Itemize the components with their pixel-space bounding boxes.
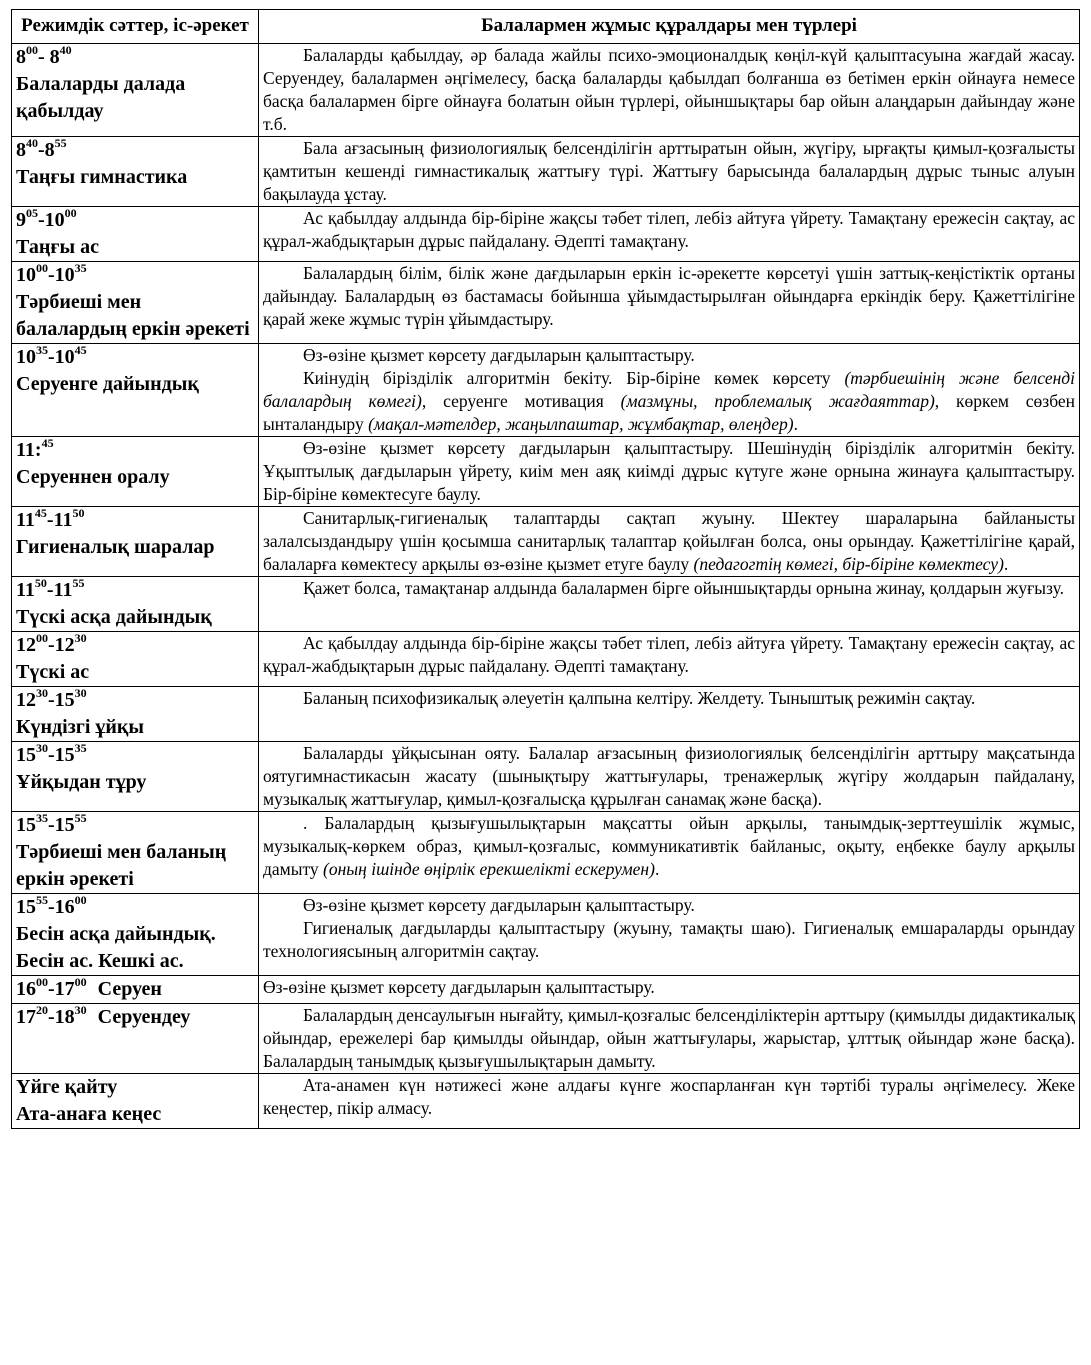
text-run: Баланың психофизикалық әлеуетін қалпына келтіру. Желдету. Тыныштық режимін сақтау. <box>303 688 976 708</box>
description-paragraph <box>263 917 1075 963</box>
description-paragraph <box>263 742 1075 811</box>
time-minutes: 35 <box>36 343 48 358</box>
italic-note: (оның ішінде өңірлік ерекшелікті ескерумен) <box>323 859 655 879</box>
time-range <box>16 975 87 1000</box>
text-run: Гигиеналық дағдыларды қалыптастыру (жуыну, тамақты шаю). Гигиеналық емшараларды орындау технологиясының алгоритмін сақтау. <box>263 918 1075 961</box>
text-run: Балаларды қабылдау, әр балада жайлы психо-эмоционалдық көңіл-күй қалыптасуына жағдай жасау. Серуендеу, балалармен әңгімелесу, басқа балаларды қабылдап болғанша өз бетімен еркін ойнауға немесе басқа балалармен бірге ойнауға болатын ойын түрлері, ойыншықтары бар ойын алаңдарын дайындау және т.б. <box>263 45 1075 134</box>
table-header-row <box>12 10 1080 44</box>
table-row <box>12 812 1080 894</box>
table-row <box>12 1004 1080 1074</box>
time-hours: 15 <box>16 744 36 766</box>
description-cell <box>259 1004 1080 1074</box>
table-row <box>12 577 1080 632</box>
table-row <box>12 344 1080 437</box>
regime-label: Таңғы гимнастика <box>16 166 188 188</box>
time-hours: 12 <box>54 634 75 656</box>
time-hours: 10 <box>44 209 65 231</box>
table-row <box>12 976 1080 1004</box>
description-cell <box>259 812 1080 894</box>
time-range <box>16 632 254 659</box>
regime-label: Серуеннен оралу <box>16 466 170 488</box>
description-cell <box>259 976 1080 1004</box>
text-run: Санитарлық-гигиеналық талаптарды сақтап жуыну. Шектеу шараларына байланысты залалсыздандыру үшін қосымша санитарлық талаптар қойылған болса, оны орындау. Қажеттілігіне қарай, балаларға көмектесу арқылы өз-өзіне қызмет етуге баулу <box>263 508 1075 574</box>
time-separator: - <box>46 579 54 601</box>
table-row <box>12 894 1080 976</box>
description-paragraph <box>263 894 1075 917</box>
time-hours: 8 <box>16 46 26 68</box>
regime-cell <box>12 262 259 344</box>
description-cell <box>259 507 1080 577</box>
text-run: Балалардың денсаулығын нығайту, қимыл-қозғалыс белсенділіктерін арттыру (қимылды дидактикалық ойындар, ережелері бар қимылды ойындар, ойын жаттығулары, жарыстар, ұлттық ойындар және басқа). Балалардың танымдық қызығушылықтарын дамыту. <box>263 1005 1075 1071</box>
description-paragraph <box>263 632 1075 678</box>
time-hours: 15 <box>16 896 36 918</box>
description-paragraph <box>263 344 1075 367</box>
time-hours: 15 <box>16 814 36 836</box>
time-separator: - <box>48 346 55 368</box>
text-run: . <box>793 414 798 434</box>
regime-cell <box>12 577 259 632</box>
time-minutes: 55 <box>54 136 67 151</box>
regime-label: Тәрбиеші мен баланың еркін әрекеті <box>16 841 227 890</box>
time-hours: 10 <box>54 346 75 368</box>
text-run: . <box>654 859 660 879</box>
table-row <box>12 437 1080 507</box>
regime-cell <box>12 687 259 742</box>
time-hours: 10 <box>54 264 75 286</box>
time-minutes: 30 <box>36 741 48 756</box>
regime-label: Ата-анаға кеңес <box>16 1103 162 1125</box>
time-hours: 15 <box>54 744 75 766</box>
text-run: Қажет болса, тамақтанар алдында балалармен бірге ойыншықтарды орнына жинау, қолдарын жуғызу. <box>303 578 1064 598</box>
time-separator: - <box>48 744 55 766</box>
description-cell <box>259 577 1080 632</box>
description-cell <box>259 207 1080 262</box>
time-separator: - <box>48 1006 55 1028</box>
time-hours: 16 <box>54 896 75 918</box>
regime-label: Түскі асқа дайындық <box>16 606 212 628</box>
text-run: Ас қабылдау алдында бір-біріне жақсы тәбет тілеп, лебіз айтуға үйрету. Тамақтану ережесін сақтау, ас құрал-жабдықтарын дұрыс пайдалану. Әдепті тамақтану. <box>263 633 1075 676</box>
text-run: . Балалардың қызығушылықтарын мақсатты ойын арқылы, танымдық-зерттеушілік жұмыс, музыкалық-көркем образ, қимыл-қозғалыс, коммуникативтік байланыс, оқыту, еңбекке баулу арқылы дамыту <box>263 813 1075 879</box>
description-cell <box>259 437 1080 507</box>
time-range <box>16 894 254 921</box>
text-run: Балаларды ұйқысынан ояту. Балалар ағзасының физиологиялық белсенділігін арттыру мақсатында оятугимнастикасын жасату (шынықтыру жаттығулары, тренажерлық жүгіру жолдарын пайдалану, музыкалық жаттығулар, қимыл-қозғалысқа құрылған санамақ және басқа). <box>263 743 1075 809</box>
table-row <box>12 632 1080 687</box>
time-minutes: 35 <box>74 261 87 276</box>
regime-cell <box>12 894 259 976</box>
time-minutes: 40 <box>59 43 72 58</box>
time-minutes: 45 <box>74 343 87 358</box>
regime-cell <box>12 437 259 507</box>
text-run: . <box>1003 554 1009 574</box>
schedule-table <box>11 9 1080 1129</box>
time-hours: 15 <box>54 814 75 836</box>
time-range <box>16 437 254 464</box>
schedule-body <box>12 44 1080 1129</box>
table-row <box>12 44 1080 137</box>
time-minutes: 55 <box>72 576 85 591</box>
table-row <box>12 1074 1080 1129</box>
time-hours: 11 <box>53 579 73 601</box>
regime-label: Балаларды далада қабылдау <box>16 73 186 122</box>
regime-cell <box>12 812 259 894</box>
time-hours: 12 <box>16 689 36 711</box>
regime-cell <box>12 137 259 207</box>
time-range <box>16 262 254 289</box>
regime-label: Ұйқыдан тұру <box>16 771 147 793</box>
regime-label: Бесін асқа дайындық. Бесін ас. Кешкі ас. <box>16 923 216 972</box>
time-minutes: 50 <box>72 506 85 521</box>
regime-cell <box>12 207 259 262</box>
text-run: , серуенге мотивация <box>421 391 621 411</box>
italic-note: (мазмұны, проблемалық жағдаяттар) <box>620 391 935 411</box>
time-hours: 11 <box>53 509 73 531</box>
time-minutes: 00 <box>36 261 48 276</box>
time-minutes: 50 <box>34 576 47 591</box>
description-cell <box>259 344 1080 437</box>
header-col-regime: Режимдік сәттер, іс-әрекет <box>12 10 259 44</box>
time-range <box>16 742 254 769</box>
regime-label: Үйге қайту <box>16 1076 118 1098</box>
table-row <box>12 507 1080 577</box>
description-cell <box>259 632 1080 687</box>
time-minutes: 30 <box>36 686 48 701</box>
time-minutes: 45 <box>41 436 54 451</box>
table-row <box>12 262 1080 344</box>
time-separator: - <box>48 634 55 656</box>
time-minutes: 55 <box>36 893 48 908</box>
time-minutes: 55 <box>74 811 87 826</box>
time-minutes: 00 <box>74 975 87 990</box>
time-minutes: 45 <box>34 506 47 521</box>
time-hours: 12 <box>16 634 36 656</box>
time-separator: - <box>48 814 55 836</box>
table-row <box>12 207 1080 262</box>
time-minutes: 35 <box>74 741 87 756</box>
time-range <box>16 344 254 371</box>
regime-label: Гигиеналық шаралар <box>16 536 215 558</box>
time-hours: 11: <box>16 439 42 461</box>
description-cell <box>259 1074 1080 1129</box>
description-paragraph <box>263 976 1075 999</box>
time-minutes: 40 <box>26 136 38 151</box>
text-run: Балалардың білім, білік және дағдыларын еркін іс-әрекетте көрсетуі үшін заттық-кеңістіктік ортаны дайындау. Балалардың өз бастамасы бойынша ұйымдастырылған ойындарға еркіндік беру. Қажеттілігіне қарай жеке жұмыс түрін ұйымдастыру. <box>263 263 1075 329</box>
time-hours: 16 <box>16 978 36 1000</box>
time-separator: - <box>38 209 45 231</box>
time-hours: 9 <box>16 209 26 231</box>
regime-label: Серуенге дайындық <box>16 373 199 395</box>
regime-label: Түскі ас <box>16 661 90 683</box>
regime-label: Таңғы ас <box>16 236 99 258</box>
time-range <box>16 44 254 71</box>
time-minutes: 00 <box>26 43 38 58</box>
table-row <box>12 687 1080 742</box>
regime-cell <box>12 632 259 687</box>
time-minutes: 00 <box>74 893 87 908</box>
time-hours: 17 <box>16 1006 36 1028</box>
header-col-work-forms: Балалармен жұмыс құралдары мен түрлері <box>259 10 1080 44</box>
time-range <box>16 687 254 714</box>
regime-label: Серуендеу <box>92 1006 191 1028</box>
time-minutes: 30 <box>74 1003 87 1018</box>
description-paragraph <box>263 437 1075 506</box>
time-separator: - <box>48 689 55 711</box>
time-minutes: 00 <box>36 631 48 646</box>
regime-label: Серуен <box>92 978 162 1000</box>
time-hours: 8 <box>16 139 26 161</box>
time-hours: 11 <box>16 509 35 531</box>
description-cell <box>259 44 1080 137</box>
time-hours: 15 <box>54 689 75 711</box>
regime-label: Күндізгі ұйқы <box>16 716 145 738</box>
time-separator: - <box>48 896 55 918</box>
text-run: Өз-өзіне қызмет көрсету дағдыларын қалыптастыру. Шешінудің біріздiлiк алгоритмін бекіту. Ұқыптылық дағдыларын үйрету, киім мен аяқ киімді дұрыс күтуге және орнына жинауға қалыптастыру. Бір-біріне көмектесуге баулу. <box>263 438 1075 504</box>
time-range <box>16 507 254 534</box>
time-hours: 8 <box>49 46 60 68</box>
description-paragraph <box>263 687 1075 710</box>
time-hours: 8 <box>44 139 55 161</box>
regime-label: Тәрбиеші мен балалардың еркін әрекеті <box>16 291 250 340</box>
time-separator: - <box>38 139 45 161</box>
description-paragraph <box>263 207 1075 253</box>
description-paragraph <box>263 1074 1075 1120</box>
text-run: , көркем сөзбен ынталандыру <box>263 391 1075 434</box>
time-hours: 11 <box>16 579 35 601</box>
regime-cell <box>12 1074 259 1129</box>
italic-note: (мақал-мәтелдер, жаңылпаштар, жұмбақтар, өлеңдер) <box>368 414 794 434</box>
description-paragraph <box>263 507 1075 576</box>
text-run: Өз-өзіне қызмет көрсету дағдыларын қалыптастыру. <box>263 977 655 997</box>
text-run: Өз-өзіне қызмет көрсету дағдыларын қалыптастыру. <box>303 345 695 365</box>
description-cell <box>259 262 1080 344</box>
description-cell <box>259 894 1080 976</box>
time-range <box>16 207 254 234</box>
description-paragraph <box>263 1004 1075 1073</box>
table-row <box>12 742 1080 812</box>
description-paragraph <box>263 44 1075 136</box>
time-range <box>16 812 254 839</box>
time-range <box>16 137 254 164</box>
description-cell <box>259 687 1080 742</box>
time-hours: 17 <box>54 978 75 1000</box>
text-run: Ата-анамен күн нәтижесі және алдағы күнге жоспарланған күн тәртібі туралы әңгімелесу. Жеке кеңестер, пікір алмасу. <box>263 1075 1075 1118</box>
regime-cell <box>12 44 259 137</box>
text-run: Киінудің біріздiлiк алгоритмін бекіту. Бір-біріне көмек көрсету <box>303 368 845 388</box>
description-paragraph <box>263 137 1075 206</box>
time-separator: - <box>48 264 55 286</box>
description-paragraph <box>263 812 1075 881</box>
time-minutes: 20 <box>36 1003 48 1018</box>
time-hours: 18 <box>54 1006 75 1028</box>
regime-cell <box>12 507 259 577</box>
description-cell <box>259 137 1080 207</box>
time-range <box>16 1003 87 1028</box>
description-paragraph <box>263 367 1075 436</box>
time-separator: - <box>38 46 50 68</box>
time-minutes: 30 <box>74 686 87 701</box>
regime-cell <box>12 1004 259 1074</box>
text-run: Өз-өзіне қызмет көрсету дағдыларын қалыптастыру. <box>303 895 695 915</box>
time-minutes: 35 <box>36 811 48 826</box>
description-paragraph <box>263 262 1075 331</box>
regime-cell <box>12 344 259 437</box>
italic-note: (тәрбиешінің және белсенді балалардың көмегі) <box>263 368 1075 411</box>
time-hours: 10 <box>16 264 36 286</box>
description-paragraph <box>263 577 1075 600</box>
time-minutes: 05 <box>26 206 38 221</box>
description-cell <box>259 742 1080 812</box>
table-row <box>12 137 1080 207</box>
regime-cell <box>12 976 259 1004</box>
italic-note: (педагогтің көмегі, бір-біріне көмектесу) <box>693 554 1004 574</box>
time-hours: 10 <box>16 346 36 368</box>
time-separator: - <box>48 978 55 1000</box>
time-minutes: 00 <box>36 975 48 990</box>
text-run: Бала ағзасының физиологиялық белсенділігін арттыратын ойын, жүгіру, ырғақты қимыл-қозғалысты қамтитын кешенді гимнастикалық жаттығу түрі. Жаттығу барысында балалардың дұрыс тыныс алуын бақылауда ұстау. <box>263 138 1075 204</box>
regime-cell <box>12 742 259 812</box>
time-range <box>16 577 254 604</box>
text-run: Ас қабылдау алдында бір-біріне жақсы тәбет тілеп, лебіз айтуға үйрету. Тамақтану ережесін сақтау, ас құрал-жабдықтарын дұрыс пайдалану. Әдепті тамақтану. <box>263 208 1075 251</box>
time-minutes: 30 <box>74 631 87 646</box>
time-separator: - <box>46 509 54 531</box>
time-minutes: 00 <box>64 206 77 221</box>
